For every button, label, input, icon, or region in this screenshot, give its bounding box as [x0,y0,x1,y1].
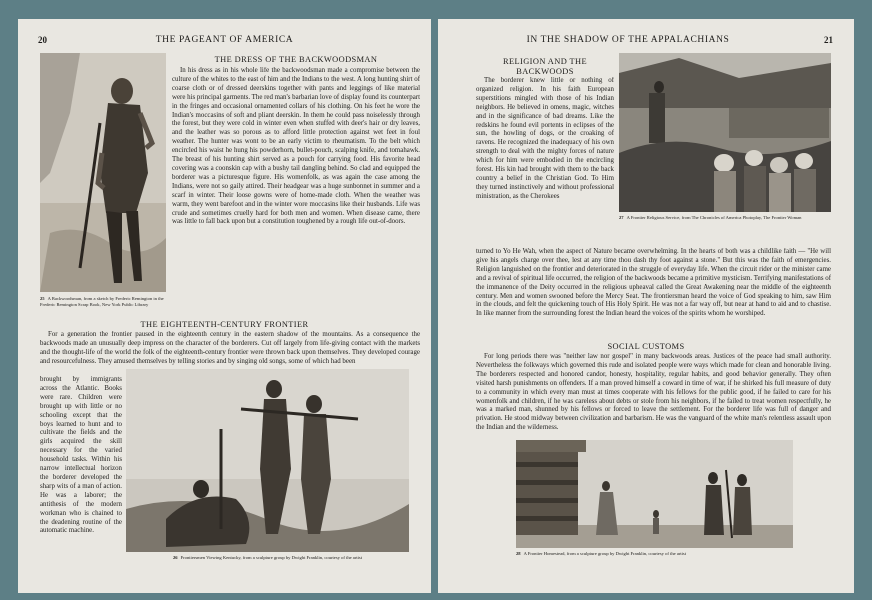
figure-caption [516,551,793,557]
figure-caption [40,296,166,307]
paragraph: turned to Yo He Wah, when the aspect of Nature became overwhelming. In the hearts of both was a childlike faith — "He will give his angels charge over thee, lest at any time thou dash thy foot against a stone." But this was the faith of emergencies. Religion languished on the frontier and deteriorated in the struggle of everyday life. When the circuit rider or the minister came and a revival of spiritual life occurred, the religion of the backwoods became a primitive mysticism. Terrifying manifestations of the immanence of the Deity occurred in the religious upheaval called the Great Awakening near the middle of the eighteenth century. Men and women swooned before the Mercy Seat. The frontiersman heard the voice of God speaking to him, saw Him in the clouds, and felt the quickening touch of His Holy Spirit. He was not a far way off, but near at hand to aid and to chastise. In like manner from the surrounding forest the Indian heard the voices of the spirits whom he worshiped. [476,248,831,318]
left-page [18,19,431,593]
paragraph: For long periods there was "neither law nor gospel" in many backwoods areas. Justices of the peace had small authority. Nevertheless the folkways which governed this rude and isolated people were ways which made for clean and honorable living. The borderers respected and honored candor, honesty, hospitality, regular habits, and good behavior generally. They often visited harsh punishments on offenders. If a man proved himself a coward in time of war, if he shirked his full measure of duty to a community in which every man must at times cooperate with his fellows for the public good, if he failed to care for his womenfolk and children, if he was careless about debts or stole from his neighbors, if he failed to treat women respectfully, he was a marked man, shunned by his fellows or forced to leave the settlement. For the borderer life was full of danger and privation. He stood midway between civilization and barbarism. He was the vanguard of the white man's relentless assault upon the Indian and the wilderness. [476,353,831,432]
section-heading: SOCIAL CUSTOMS [607,342,685,351]
right-page [438,19,854,593]
caption-text: A Frontier Homestead, from a sculpture group by Dwight Franklin, courtesy of the artist [523,551,687,556]
section-body-column [476,77,614,248]
paragraph: The borderer knew little or nothing of organized religion. In his faith European superstitions mingled with those of his Indian neighbors. He believed in omens, magic, witches and in the significance of bad dreams. Like the redskins he found evil portents in eclipses of the sun, the howling of dogs, or the croaking of ravens. He recognized the inadequacy of his own strength to deal with the mighty forces of nature which for him were embodied in the encircling forest. His kin had brought with them to the back country a belief in the Christian God. To Him they turned instinctively and without professional ministration, as the Cherokees [476,77,614,200]
section-heading: THE EIGHTEENTH-CENTURY FRONTIER [140,320,309,329]
paragraph: In his dress as in his whole life the backwoodsman made a compromise between the culture of the whites to the east of him and the Indians to the west. A long hunting shirt of coarse cloth or of dressed deerskins together with pants and leggings of like material were his principal garments. The red man's barbarian love of display found its counterpart in the fringes and occasional ornamented collars of his clothing. On his feet he wore the Indian's moccasins of soft and pliant deerskin. In them he could pass noiselessly through the forest, but they were cold in winter even when stuffed with deer's hair or dry leaves, and the leather was so porous as to afford little protection against wet feet in foul weather. The hunter was wont to be an early victim to rheumatism. To the belt which encircled his waist he hung his powderhorn, bullet-pouch, scalping knife, and tomahawk. The breast of his hunting shirt served as a pouch for carrying food. His favorite head covering was a coonskin cap with a bushy tail dangling behind. So clad and equipped the borderer was a picturesque figure. His womenfolk, as was again the case among the Indians, were not so gaily attired. Their headgear was a huge sunbonnet in summer and a scarf in winter. Their loose gowns were of home-made cloth. When the weather was warm, they went barefoot and in the winter wore moccasins like their husbands. Life was crude and sometimes cruelly hard for both men and women. When disease came, there was little to fall back upon but a constitution toughened by a rough life out-of-doors. [172,67,420,226]
paragraph: brought by immigrants across the Atlantic. Books were rare. Children were brought up with little or no schooling except that the boys learned to hunt and to cultivate the fields and the girls acquired the skill necessary for the varied household tasks. Within his narrow intellectual horizon the borderer developed the sharp wits of a man of action. He was a laborer; the antithesis of the modern workman who is chained to the deadening routine of the automatic machine. [40,376,122,535]
paragraph: For a generation the frontier paused in the eighteenth century in the eastern shadow of the mountains. As a consequence the backwoods made an unusually deep impress on the character of the borderers. Cut off largely from life-giving contact with the markets and the thought-life of the world the folk of the eighteenth-century frontier were thrown back upon themselves. They developed courage and resourcefulness. They amused themselves by telling stories and by singing old songs, some of which had been [40,331,420,365]
heading-line: RELIGION AND THE [503,57,587,66]
section-heading [476,57,614,77]
heading-line: BACKWOODS [516,67,574,76]
frontiersmen-sculpture-photo [126,369,409,552]
caption-text: A Frontier Religious Service, from The Chronicles of America Photoplay, The Frontier Woman [626,215,802,220]
page-number: 20 [38,35,47,45]
section-heading: THE DRESS OF THE BACKWOODSMAN [214,55,378,64]
figure-number: 26 [173,555,178,560]
figure-caption [126,555,409,561]
running-head: THE PAGEANT OF AMERICA [155,35,294,45]
figure-number: 25 [40,296,45,301]
caption-text: A Backwoodsman, from a sketch by Frederic Remington in the Frederic Remington Scrap Book, New York Public Library [40,296,164,307]
running-head: IN THE SHADOW OF THE APPALACHIANS [526,35,730,45]
caption-text: Frontiersmen Viewing Kentucky, from a sculpture group by Dwight Franklin, courtesy of the artist [180,555,362,560]
frontier-homestead-photo [516,440,793,548]
section-body [172,67,420,313]
religious-service-photo [619,53,831,212]
figure-number: 28 [516,551,521,556]
figure-number: 27 [619,215,624,220]
section-body [476,248,831,338]
page-number: 21 [824,35,833,45]
figure-caption [619,215,831,221]
backwoodsman-illustration [40,53,166,292]
section-body-column [40,376,122,563]
section-body [476,353,831,451]
